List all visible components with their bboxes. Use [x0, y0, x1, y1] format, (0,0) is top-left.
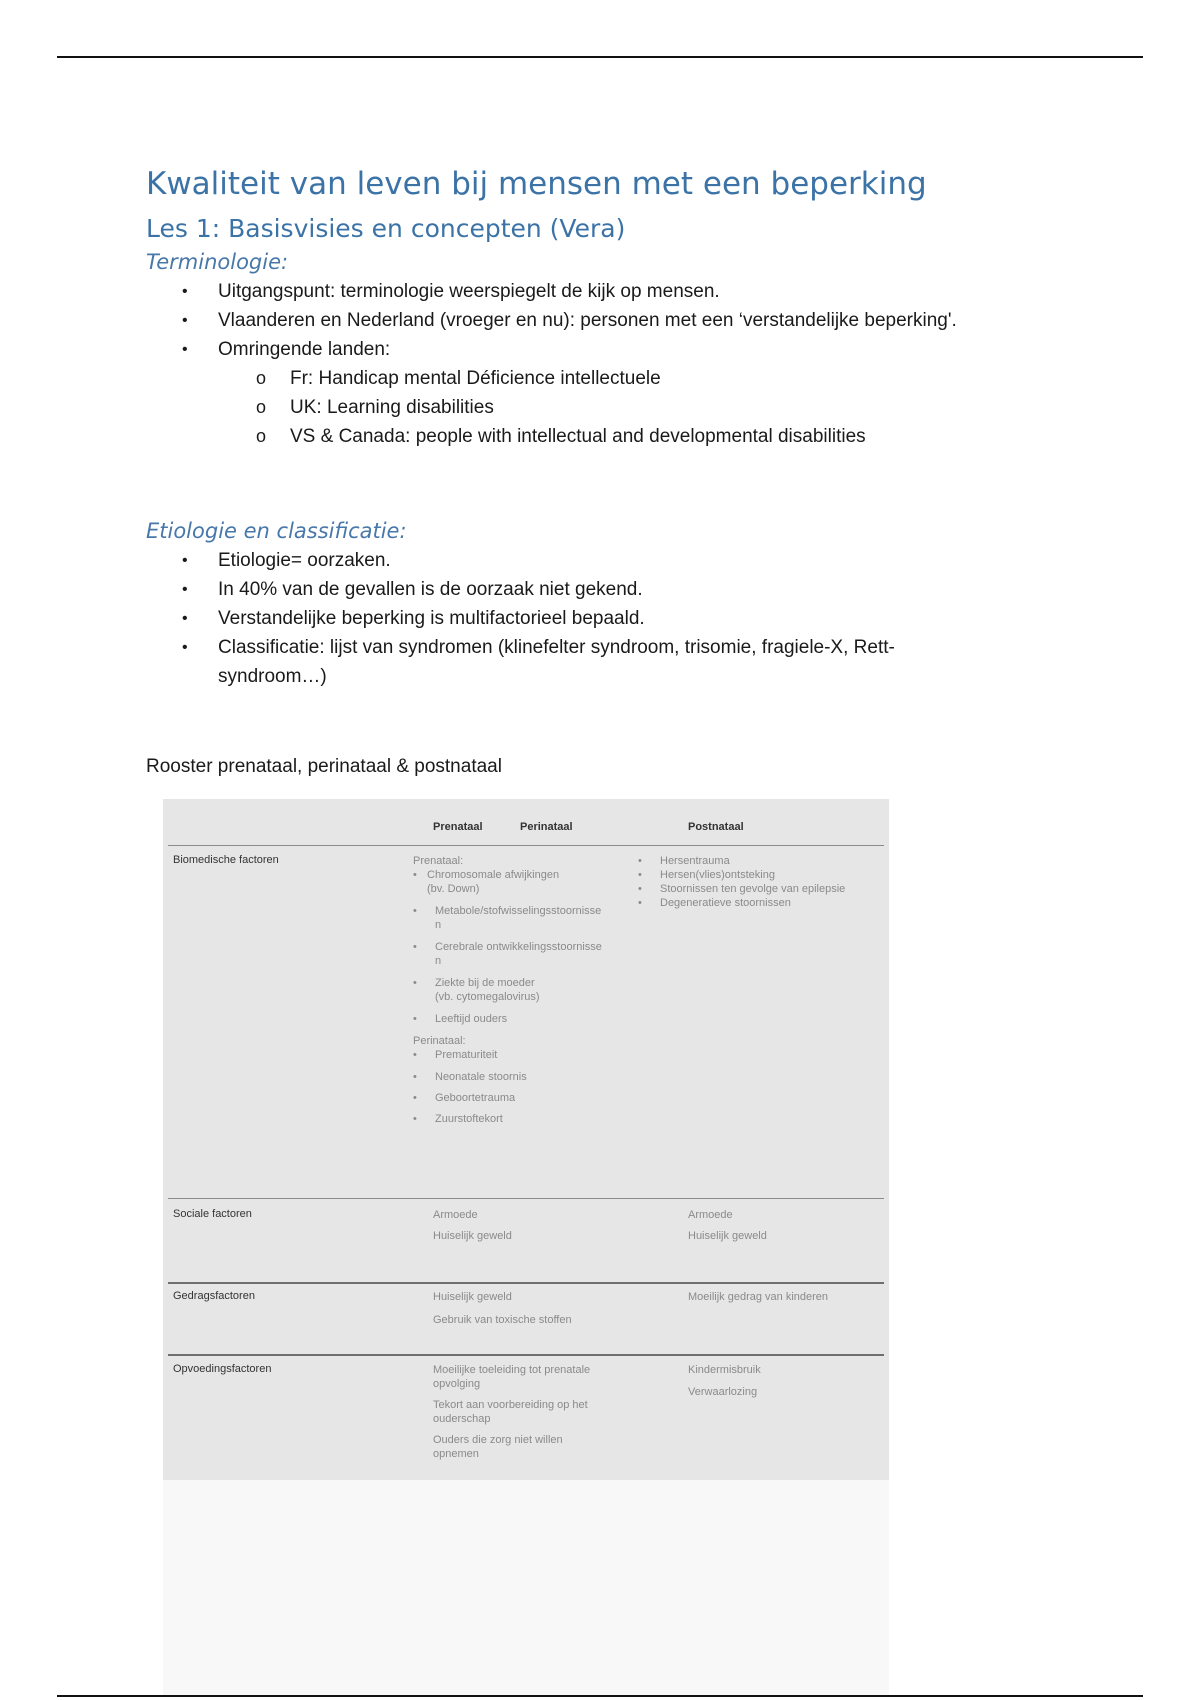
rooster-figure — [163, 799, 889, 1480]
opvoeding-postnataal-cell: Kindermisbruik Verwaarlozing — [688, 1364, 761, 1398]
column-header-prenataal: Prenataal — [433, 821, 483, 833]
list-item: • Omringende landen: — [146, 335, 1078, 364]
gedrag-postnataal-cell: Moeilijk gedrag van kinderen — [688, 1291, 829, 1303]
bullet-icon: • — [182, 610, 188, 627]
table-rule — [168, 1282, 884, 1284]
list-item: • Uitgangspunt: terminologie weerspiegelt de kijk op mensen. — [146, 277, 1078, 306]
bullet-icon: • — [182, 639, 188, 656]
bullet-icon: • — [182, 312, 188, 329]
list-item-continuation: syndroom…) — [218, 666, 327, 687]
terminologie-list — [146, 277, 1150, 451]
sociaal-prenataal-cell: Armoede Huiselijk geweld — [433, 1209, 512, 1242]
opvoeding-prenataal-cell: Moeilijke toeleiding tot prenatale opvolging Tekort aan voorbereiding op het ouderschap Ouders die zorg niet willen opnemen — [433, 1364, 591, 1460]
sub-list-item: o Fr: Handicap mental Déficience intellectuele — [146, 364, 1150, 393]
figure-bottom-area — [163, 1480, 889, 1695]
row-label-opvoeding: Opvoedingsfactoren — [173, 1363, 272, 1375]
row-label-gedrag: Gedragsfactoren — [173, 1290, 255, 1302]
biomedisch-postnataal-cell: • Hersentrauma • Hersen(vlies)ontsteking • Stoornissen ten gevolge van epilepsie • Degeneratieve stoornissen — [638, 855, 846, 909]
document-title: Kwaliteit van leven bij mensen met een beperking — [146, 166, 927, 202]
table-rule — [168, 1198, 884, 1199]
gedrag-prenataal-cell: Huiselijk geweld Gebruik van toxische stoffen — [433, 1291, 572, 1326]
bullet-icon: • — [182, 581, 188, 598]
table-rule — [168, 1354, 884, 1356]
biomedisch-prenataal-cell: Prenataal: • Chromosomale afwijkingen (bv. Down) • Metabole/stofwisselingsstoornisse n • Cerebrale ontwikkelingsstoornisse n • Ziekte bij de moeder (vb. cytomegalovirus) • Leeftijd ouders Perinataal: • Prematuriteit • Neonatale stoornis • Geboortetrauma • Zuurstoftekort — [413, 855, 602, 1125]
section-heading-terminologie: Terminologie: — [146, 250, 289, 274]
bullet-icon: • — [182, 283, 188, 300]
sub-bullet-icon: o — [256, 397, 267, 417]
list-item: • Verstandelijke beperking is multifactorieel bepaald. — [146, 604, 1078, 633]
etiologie-list — [146, 546, 1078, 691]
sub-bullet-icon: o — [256, 368, 267, 388]
column-header-postnataal: Postnataal — [688, 821, 744, 833]
sub-list-item: o UK: Learning disabilities — [146, 393, 1150, 422]
document-subtitle: Les 1: Basisvisies en concepten (Vera) — [146, 214, 626, 243]
figure-caption: Rooster prenataal, perinataal & postnataal — [146, 756, 502, 777]
bullet-icon: • — [182, 552, 188, 569]
sub-bullet-icon: o — [256, 426, 267, 446]
list-item: • Classificatie: lijst van syndromen (klinefelter syndroom, trisomie, fragiele-X, Rett- — [146, 633, 1078, 662]
header-rule — [57, 56, 1143, 58]
sociaal-postnataal-cell: Armoede Huiselijk geweld — [688, 1209, 767, 1242]
footer-rule — [57, 1695, 1143, 1697]
row-label-biomedisch: Biomedische factoren — [173, 854, 279, 866]
list-item: • Etiologie= oorzaken. — [146, 546, 1078, 575]
section-heading-etiologie: Etiologie en classificatie: — [146, 519, 407, 543]
bullet-icon: • — [182, 341, 188, 358]
column-header-perinataal: Perinataal — [520, 821, 573, 833]
table-rule — [168, 845, 884, 846]
row-label-sociaal: Sociale factoren — [173, 1208, 252, 1220]
list-item: • In 40% van de gevallen is de oorzaak niet gekend. — [146, 575, 1078, 604]
sub-list-item: o VS & Canada: people with intellectual and developmental disabilities — [146, 422, 1150, 451]
list-item: • Vlaanderen en Nederland (vroeger en nu): personen met een ‘verstandelijke beperking'. — [146, 306, 1078, 335]
